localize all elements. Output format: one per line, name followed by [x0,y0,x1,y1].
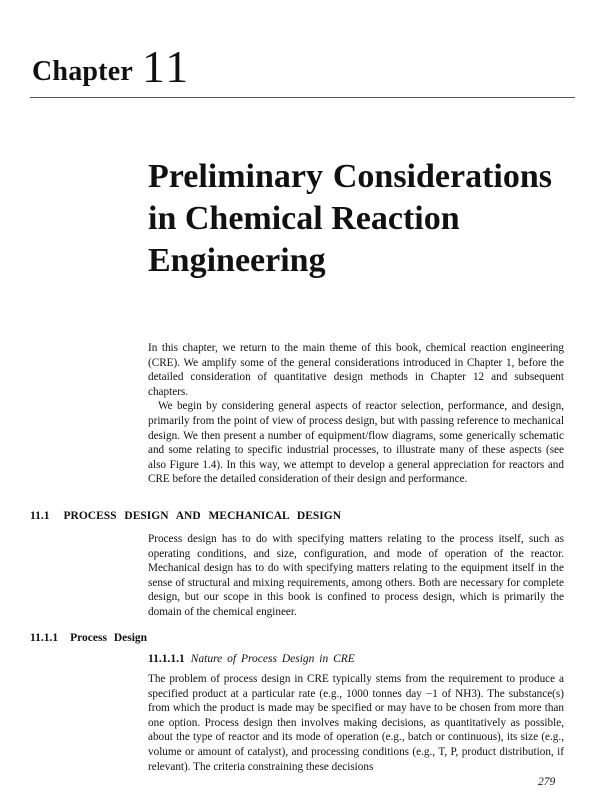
subsubsection-title: Nature of Process Design in CRE [190,653,355,665]
chapter-title [148,156,563,282]
section-heading [30,510,341,522]
subsubsection-body [148,672,564,774]
intro-paragraph-2: We begin by considering general aspects of reactor selection, performance, and design, primarily from the point of view of process design, but with passing reference to mechanical design. We then present a number of equipment/flow diagrams, some generically schematic and some relating to specific industrial processes, to illustrate many of these aspects (see also Figure 1.4). In this way, we attempt to develop a general appreciation for reactors and CRE before the detailed consideration of their design and performance. [148,400,564,486]
section-body [148,532,564,620]
section-number: 11.1 [30,510,50,522]
section-title: PROCESS DESIGN AND MECHANICAL DESIGN [63,510,342,522]
subsubsection-number: 11.1.1.1 [148,653,185,665]
subsection-title: Process Design [70,632,148,644]
chapter-label: Chapter [32,56,133,87]
subsubsection-heading [148,653,355,665]
subsubsection-paragraph: The problem of process design in CRE typically stems from the requirement to produce a specified product at a particular rate (e.g., 1000 tonnes day −1 of NH3). The substance(s) from which the product is made may be specified or may have to be chosen from more than one option. Process design then involves making decisions, as quantitatively as possible, about the type of reactor and its mode of operation (e.g., batch or continuous), its size (e.g., volume or amount of catalyst), and processing conditions (e.g., T, P, product distribution, if relevant). The criteria constraining these decisions [148,673,564,773]
intro-paragraph-1: In this chapter, we return to the main theme of this book, chemical reaction engineering (CRE). We amplify some of the general considerations introduced in Chapter 1, before the detailed consideration of quantitative design methods in Chapter 12 and subsequent chapters. [148,342,564,398]
title-line-2: in Chemical Reaction [148,200,460,237]
subsection-number: 11.1.1 [30,632,59,644]
subsection-heading [30,632,147,644]
header-rule [30,97,575,98]
chapter-number: 11 [142,41,191,92]
title-line-3: Engineering [148,242,326,279]
title-word-considerations: Considerations [332,158,552,195]
intro-text [148,341,564,487]
title-word-preliminary: Preliminary [148,158,323,195]
section-paragraph: Process design has to do with specifying matters relating to the process itself, such as operating conditions, and size, configuration, and mode of operation of the reactor. Mechanical design has to do with specifying matters relating to the equipment itself in the sense of structural and mixing requirements, among others. Both are necessary for complete design, but our scope in this book is confined to process design, which is primarily the domain of the chemical engineer. [148,533,564,618]
page-number: 279 [538,776,556,788]
title-line-1 [148,156,552,198]
